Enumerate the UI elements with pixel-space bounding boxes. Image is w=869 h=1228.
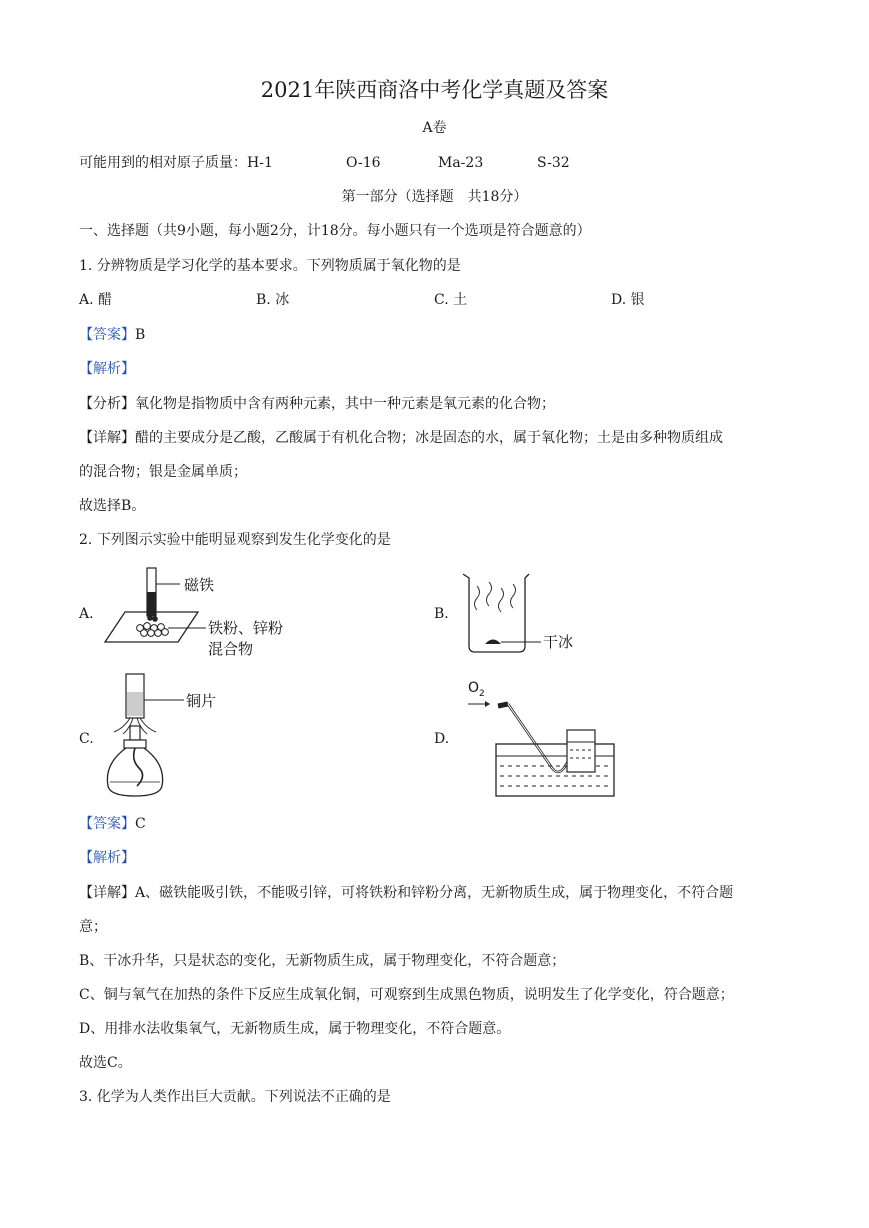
figure-magnet-separation — [100, 562, 330, 662]
atomic-mass-o: O-16 — [346, 155, 381, 171]
section1-instructions: 一、选择题（共9小题，每小题2分，计18分。每小题只有一个选项是符合题意的） — [79, 223, 591, 239]
answer-tag: 【答案】 — [79, 816, 135, 832]
detail-text: 醋的主要成分是乙酸，乙酸属于有机化合物；冰是固态的水，属于氧化物；土是由多种物质组成 — [135, 430, 723, 446]
q1-detail-line2: 的混合物；银是金属单质； — [79, 464, 247, 480]
oxygen-label: O — [468, 680, 480, 696]
atomic-masses-row — [79, 153, 273, 173]
q2-conclusion: 故选C。 — [79, 1055, 132, 1071]
q2-detail-a-line2: 意； — [79, 919, 107, 935]
page-title: 2021年陕西商洛中考化学真题及答案 — [260, 78, 609, 102]
fenxi-tag: 【分析】 — [79, 396, 135, 412]
powder-label: 铁粉、锌粉 — [208, 619, 284, 637]
q2-detail-b: B、干冰升华，只是状态的变化，无新物质生成，属于物理变化，不符合题意； — [79, 953, 566, 969]
answer-value: C — [135, 816, 146, 832]
q2-detail-c: C、铜与氧气在加热的条件下反应生成氧化铜，可观察到生成黑色物质，说明发生了化学变化，符合题意； — [79, 987, 734, 1003]
q2-option-b: B. — [434, 606, 449, 622]
figure-dry-ice-beaker — [455, 566, 595, 658]
q1-detail-line1 — [79, 428, 723, 448]
q2-detail-a-line1 — [79, 883, 733, 903]
atomic-mass-na: Ma-23 — [438, 155, 484, 171]
atomic-masses-label: 可能用到的相对原子质量： — [79, 155, 247, 171]
detail-text: A、磁铁能吸引铁，不能吸引锌，可将铁粉和锌粉分离，无新物质生成，属于物理变化，不符合题 — [135, 885, 734, 901]
atomic-mass-s: S-32 — [537, 155, 570, 171]
magnet-label: 磁铁 — [184, 576, 215, 594]
q1-option-d: D. 银 — [611, 292, 645, 308]
oxygen-subscript: 2 — [479, 689, 485, 699]
dry-ice-label: 干冰 — [543, 633, 574, 651]
q2-stem: 2. 下列图示实验中能明显观察到发生化学变化的是 — [79, 532, 391, 548]
q1-analysis-tag: 【解析】 — [79, 361, 135, 377]
q1-option-a: A. 醋 — [79, 292, 113, 308]
q1-answer — [79, 325, 145, 345]
answer-value: B — [135, 327, 146, 343]
figure-copper-heating — [100, 670, 217, 802]
q2-option-c: C. — [79, 731, 94, 747]
answer-tag: 【答案】 — [79, 327, 135, 343]
q2-analysis-tag: 【解析】 — [79, 850, 135, 866]
fenxi-text: 氧化物是指物质中含有两种元素，其中一种元素是氧元素的化合物； — [135, 396, 555, 412]
figure-oxygen-collection — [464, 672, 624, 800]
detail-tag: 【详解】 — [79, 430, 135, 446]
q2-option-d: D. — [434, 731, 450, 747]
q1-fenxi — [79, 394, 555, 414]
mixture-label: 混合物 — [208, 640, 254, 658]
atomic-mass-h: H-1 — [247, 155, 273, 171]
detail-tag: 【详解】 — [79, 885, 135, 901]
q2-answer — [79, 814, 146, 834]
q3-stem: 3. 化学为人类作出巨大贡献。下列说法不正确的是 — [79, 1089, 391, 1105]
q1-option-c: C. 土 — [434, 292, 468, 308]
q2-option-a: A. — [79, 606, 94, 622]
copper-label: 铜片 — [186, 692, 217, 710]
q1-option-b: B. 冰 — [256, 292, 290, 308]
q1-conclusion: 故选择B。 — [79, 498, 146, 514]
q1-stem: 1. 分辨物质是学习化学的基本要求。下列物质属于氧化物的是 — [79, 258, 461, 274]
q2-detail-d: D、用排水法收集氧气，无新物质生成，属于物理变化，不符合题意。 — [79, 1021, 511, 1037]
part1-heading: 第一部分（选择题 共18分） — [341, 189, 528, 205]
volume-label: A卷 — [422, 120, 447, 136]
